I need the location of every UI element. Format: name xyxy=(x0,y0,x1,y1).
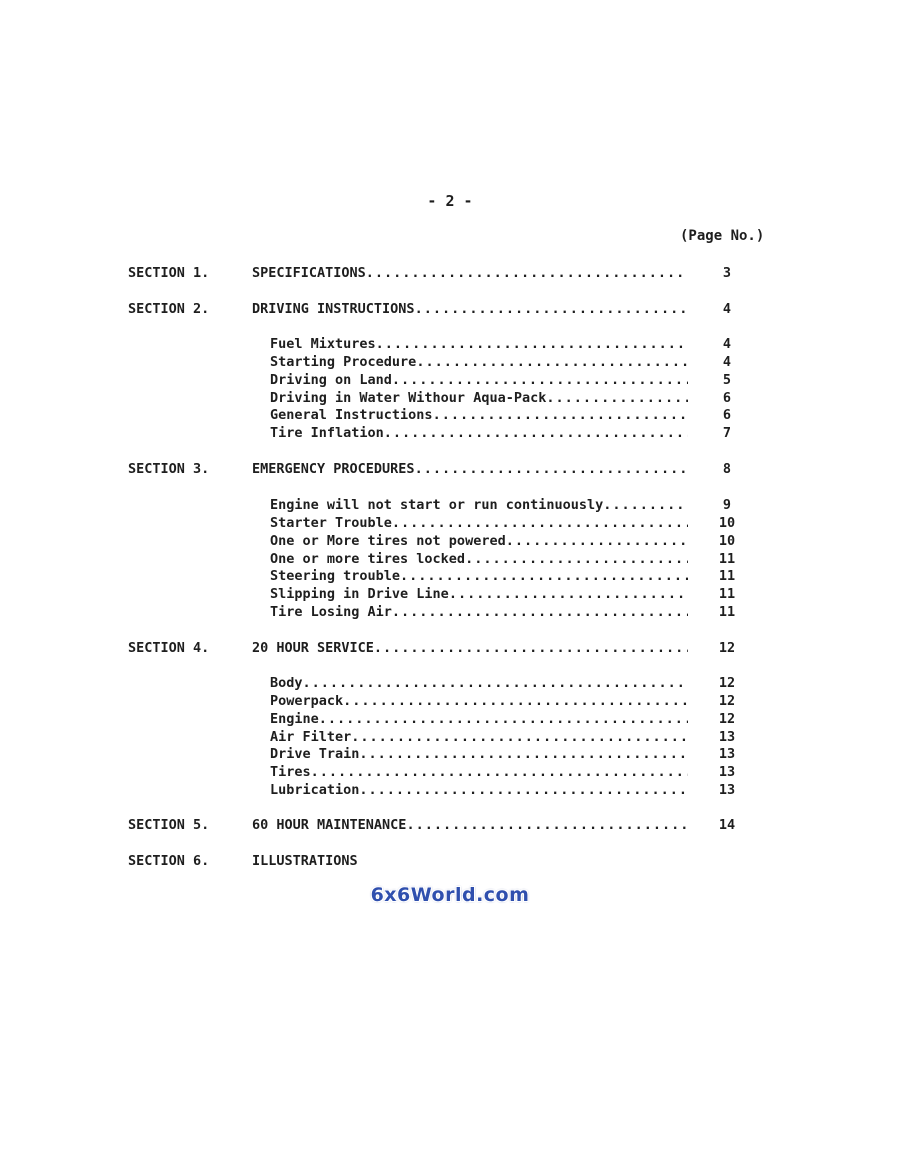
toc-entry-leader xyxy=(270,568,688,584)
toc-page-number: 4 xyxy=(722,354,732,370)
toc-entry-leader xyxy=(270,336,688,352)
watermark-logo: 6x6World.com xyxy=(370,884,530,906)
toc-entry-leader xyxy=(270,354,688,370)
dot-leader xyxy=(506,533,688,549)
toc-subentry-row xyxy=(0,497,900,515)
toc-entry-leader xyxy=(252,640,688,656)
toc-entry-title: Tire Inflation xyxy=(270,425,384,441)
toc-entry-title: SPECIFICATIONS xyxy=(252,265,366,281)
toc-page-number: 13 xyxy=(718,764,736,780)
section-label: SECTION 5. xyxy=(128,817,210,833)
toc-page-number: 11 xyxy=(718,604,736,620)
toc-entry-title: Tires xyxy=(270,764,311,780)
toc-entry-leader xyxy=(252,853,688,869)
toc-section-row xyxy=(0,640,900,658)
toc-entry-leader xyxy=(270,390,688,406)
dot-leader xyxy=(392,515,688,531)
toc-entry-leader xyxy=(252,301,688,317)
toc-subentry-row xyxy=(0,746,900,764)
toc-entry-title: 20 HOUR SERVICE xyxy=(252,640,374,656)
toc-page-number: 10 xyxy=(718,515,736,531)
toc-entry-title: Powerpack xyxy=(270,693,344,709)
toc-page-number: 4 xyxy=(722,301,732,317)
toc-entry-title: General Instructions xyxy=(270,407,433,423)
toc-entry-leader xyxy=(252,265,688,281)
toc-entry-title: DRIVING INSTRUCTIONS xyxy=(252,301,415,317)
toc-subentry-row xyxy=(0,390,900,408)
dot-leader xyxy=(351,729,688,745)
toc-section-row xyxy=(0,265,900,283)
toc-subentry-row xyxy=(0,533,900,551)
toc-subentry-row xyxy=(0,425,900,443)
toc-subentry-row xyxy=(0,551,900,569)
toc-subentry-row xyxy=(0,515,900,533)
toc-entry-leader xyxy=(270,515,688,531)
toc-entry-leader xyxy=(270,693,688,709)
dot-leader xyxy=(359,746,688,762)
toc-page-number: 5 xyxy=(722,372,732,388)
dot-leader xyxy=(311,764,688,780)
section-label: SECTION 1. xyxy=(128,265,210,281)
toc-entry-title: Tire Losing Air xyxy=(270,604,392,620)
section-label: SECTION 2. xyxy=(128,301,210,317)
dot-leader xyxy=(376,336,688,352)
toc-entry-title: Body xyxy=(270,675,303,691)
toc-section-row xyxy=(0,853,900,871)
toc-subentry-row xyxy=(0,729,900,747)
toc-page-number: 12 xyxy=(718,693,736,709)
toc-page-number: 9 xyxy=(722,497,732,513)
toc-entry-title: Drive Train xyxy=(270,746,360,762)
dot-leader xyxy=(400,568,688,584)
toc-entry-title: Lubrication xyxy=(270,782,360,798)
toc-page-number: 12 xyxy=(718,675,736,691)
dot-leader xyxy=(303,675,688,691)
toc-page-number: 12 xyxy=(718,640,736,656)
dot-leader xyxy=(392,372,688,388)
dot-leader xyxy=(392,604,688,620)
toc-page-number: 3 xyxy=(722,265,732,281)
dot-leader xyxy=(359,782,688,798)
toc-entry-title: Slipping in Drive Line xyxy=(270,586,449,602)
toc-page-number: 8 xyxy=(722,461,732,477)
toc-section-row xyxy=(0,461,900,479)
toc-entry-title: EMERGENCY PROCEDURES xyxy=(252,461,415,477)
toc-section-row xyxy=(0,301,900,319)
toc-page-number: 11 xyxy=(718,551,736,567)
toc-entry-title: 60 HOUR MAINTENANCE xyxy=(252,817,407,833)
toc-entry-leader xyxy=(270,533,688,549)
toc-entry-title: One or More tires not powered xyxy=(270,533,506,549)
page-number: - 2 - xyxy=(427,192,473,210)
toc-page-number: 13 xyxy=(718,782,736,798)
toc-entry-leader xyxy=(270,372,688,388)
toc-entry-title: Driving in Water Withour Aqua-Pack xyxy=(270,390,547,406)
toc-page-number: 12 xyxy=(718,711,736,727)
toc-entry-leader xyxy=(270,729,688,745)
toc-entry-title: Starter Trouble xyxy=(270,515,392,531)
dot-leader xyxy=(415,301,688,317)
toc-page-number: 11 xyxy=(718,568,736,584)
page-no-column-label: (Page No.) xyxy=(680,228,765,244)
dot-leader xyxy=(546,390,688,406)
toc-subentry-row xyxy=(0,604,900,622)
toc-subentry-row xyxy=(0,693,900,711)
dot-leader xyxy=(366,265,688,281)
dot-leader xyxy=(416,354,688,370)
toc-entry-title: Fuel Mixtures xyxy=(270,336,376,352)
dot-leader xyxy=(406,817,688,833)
dot-leader xyxy=(374,640,688,656)
toc-subentry-row xyxy=(0,675,900,693)
toc-entry-title: Air Filter xyxy=(270,729,352,745)
toc-page-number: 6 xyxy=(722,407,732,423)
dot-leader xyxy=(384,425,688,441)
toc-entry-leader xyxy=(270,782,688,798)
toc-entry-leader xyxy=(270,425,688,441)
toc-entry-leader xyxy=(270,764,688,780)
toc-entry-leader xyxy=(270,497,688,513)
section-label: SECTION 3. xyxy=(128,461,210,477)
toc-page-number: 10 xyxy=(718,533,736,549)
toc-entry-leader xyxy=(270,675,688,691)
toc-subentry-row xyxy=(0,407,900,425)
toc-subentry-row xyxy=(0,782,900,800)
toc-entry-title: Steering trouble xyxy=(270,568,401,584)
toc-subentry-row xyxy=(0,586,900,604)
toc-page-number: 13 xyxy=(718,729,736,745)
toc-page-number: 14 xyxy=(718,817,736,833)
toc-subentry-row xyxy=(0,568,900,586)
toc-entry-leader xyxy=(270,746,688,762)
toc-entry-title: Engine xyxy=(270,711,319,727)
toc-entry-leader xyxy=(270,604,688,620)
toc-entry-leader xyxy=(252,817,688,833)
dot-leader xyxy=(465,551,688,567)
toc-page-number: 11 xyxy=(718,586,736,602)
dot-leader xyxy=(343,693,688,709)
toc-entry-title: One or more tires locked xyxy=(270,551,466,567)
toc-subentry-row xyxy=(0,711,900,729)
section-label: SECTION 6. xyxy=(128,853,210,869)
toc-entry-title: ILLUSTRATIONS xyxy=(252,853,358,869)
toc-entry-title: Engine will not start or run continuously xyxy=(270,497,604,513)
toc-subentry-row xyxy=(0,764,900,782)
toc-entry-leader xyxy=(270,551,688,567)
toc-subentry-row xyxy=(0,372,900,390)
toc-page-number: 4 xyxy=(722,336,732,352)
toc-entry-leader xyxy=(270,711,688,727)
dot-leader xyxy=(603,497,688,513)
toc-subentry-row xyxy=(0,336,900,354)
toc-entry-leader xyxy=(252,461,688,477)
toc-page-number: 7 xyxy=(722,425,732,441)
dot-leader xyxy=(319,711,688,727)
toc-entry-title: Starting Procedure xyxy=(270,354,417,370)
toc-page-number: 6 xyxy=(722,390,732,406)
toc-section-row xyxy=(0,817,900,835)
dot-leader xyxy=(449,586,688,602)
toc-subentry-row xyxy=(0,354,900,372)
dot-leader xyxy=(415,461,688,477)
toc-page-number: 13 xyxy=(718,746,736,762)
section-label: SECTION 4. xyxy=(128,640,210,656)
toc-entry-title: Driving on Land xyxy=(270,372,392,388)
toc-entry-leader xyxy=(270,407,688,423)
toc-entry-leader xyxy=(270,586,688,602)
dot-leader xyxy=(433,407,688,423)
